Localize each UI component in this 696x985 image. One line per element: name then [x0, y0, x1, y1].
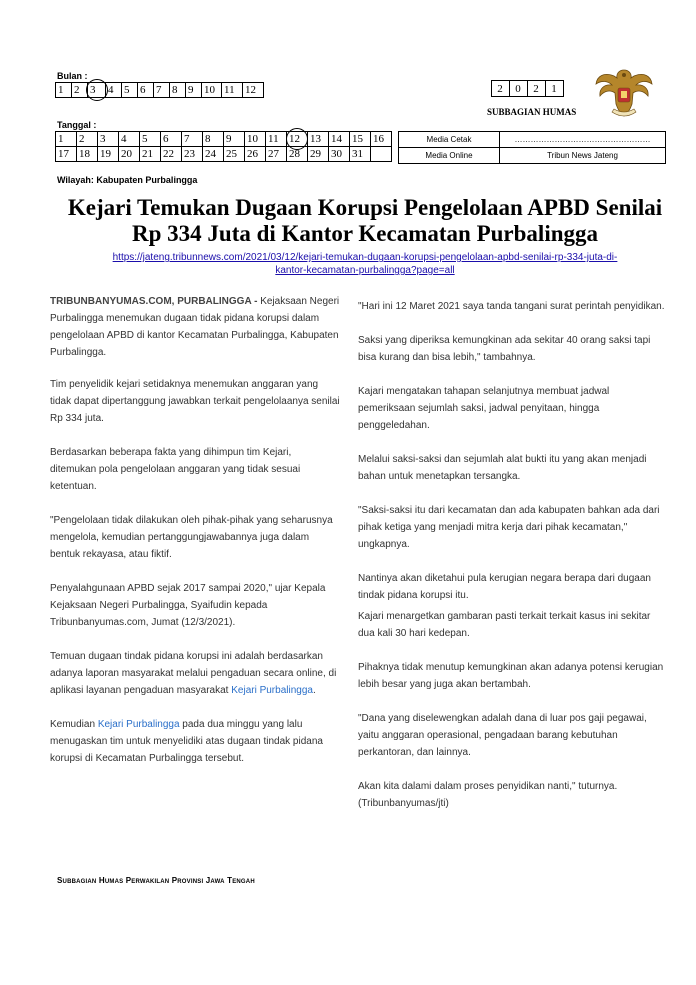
- title-line-1: Kejari Temukan Dugaan Korupsi Pengelolaan APBD Senilai: [67, 195, 663, 220]
- year-box: [491, 80, 564, 97]
- calendar-cell: 11: [222, 83, 243, 98]
- calendar-cell: 9: [224, 132, 245, 147]
- media-cetak-label: Media Cetak: [399, 132, 500, 148]
- calendar-cell: 11: [266, 132, 287, 147]
- tanggal-label: Tanggal :: [57, 120, 97, 130]
- calendar-cell: 1: [56, 132, 77, 147]
- article-title: [40, 195, 690, 247]
- calendar-cell: 31: [350, 147, 371, 162]
- url-line-1[interactable]: https://jateng.tribunnews.com/2021/03/12/kejari-temukan-dugaan-korupsi-pengelolaan-apbd-senilai-rp-334-juta-di-: [112, 252, 618, 263]
- calendar-cell: 6: [138, 83, 154, 98]
- calendar-cell: 10: [245, 132, 266, 147]
- calendar-cell: 6: [161, 132, 182, 147]
- org-label: SUBBAGIAN HUMAS: [487, 107, 577, 117]
- selection-circle: [286, 128, 308, 150]
- calendar-cell: 7: [182, 132, 203, 147]
- calendar-cell: 15: [350, 132, 371, 147]
- title-line-2: Rp 334 Juta di Kantor Kecamatan Purbalingga: [132, 221, 598, 246]
- paragraph: Pihaknya tidak menutup kemungkinan akan adanya potensi kerugian lebih besar yang juga akan bertambah.: [358, 662, 664, 690]
- calendar-cell: 12: [287, 132, 308, 147]
- media-table: [398, 131, 666, 164]
- kejari-link[interactable]: Kejari Purbalingga: [97, 719, 180, 730]
- calendar-cell: 14: [329, 132, 350, 147]
- calendar-cell: 9: [186, 83, 202, 98]
- kejari-link[interactable]: Kejari Purbalingga: [231, 685, 313, 696]
- media-cetak-value: ……………………………………………: [500, 132, 666, 148]
- calendar-cell: 30: [329, 147, 350, 162]
- paragraph: Kemudian Kejari Purbalingga pada dua minggu yang lalu menugaskan tim untuk menyelidiki atas dugaan tindak pidana korupsi di Kecamatan Purbalingga tersebut.: [50, 719, 323, 764]
- article-right-column: [358, 298, 668, 812]
- paragraph: Temuan dugaan tindak pidana korupsi ini adalah berdasarkan adanya laporan masyarakat melalui pengaduan secara online, di aplikasi layanan pengaduan masyarakat Kejari Purbalingga.: [50, 651, 337, 696]
- source-link[interactable]: [40, 251, 690, 277]
- year-digit: 2: [492, 81, 510, 97]
- calendar-cell: 18: [77, 147, 98, 162]
- paragraph: "Pengelolaan tidak dilakukan oleh pihak-pihak yang seharusnya mengelola, kemudian pertanggungjawabannya juga dalam bentuk rekayasa, atau fiktif.: [50, 515, 333, 560]
- calendar-cell: 16: [371, 132, 392, 147]
- calendar-cell: 8: [203, 132, 224, 147]
- paragraph: Penyalahgunaan APBD sejak 2017 sampai 2020," ujar Kepala Kejaksaan Negeri Purbalingga, Syaifudin kepada Tribunbanyumas.com, Jumat (12/3/2021).: [50, 583, 326, 628]
- calendar-cell: 26: [245, 147, 266, 162]
- footer-org: Subbagian Humas Perwakilan Provinsi Jawa Tengah: [57, 876, 255, 885]
- paragraph: "Dana yang diselewengkan adalah dana di luar pos gaji pegawai, yaitu anggaran operasional, pengadaan barang kebutuhan perkantoran, dan lainnya.: [358, 713, 647, 758]
- url-line-2[interactable]: kantor-kecamatan-purbalingga?page=all: [275, 265, 455, 276]
- year-digit: 1: [546, 81, 564, 97]
- article-left-column: [50, 293, 340, 767]
- paragraph: "Hari ini 12 Maret 2021 saya tanda tangani surat perintah penyidikan.: [358, 301, 665, 312]
- calendar-cell: 25: [224, 147, 245, 162]
- calendar-cell: 4: [119, 132, 140, 147]
- paragraph: "Saksi-saksi itu dari kecamatan dan ada kabupaten bahkan ada dari pihak ketiga yang menjadi mitra kerja dari pihak kecamatan," ungkapnya.: [358, 505, 660, 550]
- calendar-cell: 3: [88, 83, 106, 98]
- year-digit: 2: [528, 81, 546, 97]
- calendar-cell: 21: [140, 147, 161, 162]
- paragraph: Akan kita dalami dalam proses penyidikan nanti," tuturnya. (Tribunbanyumas/jti): [358, 781, 618, 809]
- calendar-cell: 28: [287, 147, 308, 162]
- paragraph: TRIBUNBANYUMAS.COM, PURBALINGGA - Kejaksaan Negeri Purbalingga menemukan dugaan tidak pidana korupsi dalam pengelolaan APBD di kantor Kecamatan Purbalingga, Kabupaten Purbalingga.: [50, 296, 340, 358]
- calendar-cell: 17: [56, 147, 77, 162]
- calendar-cell: 29: [308, 147, 329, 162]
- calendar-cell: 8: [170, 83, 186, 98]
- paragraph: Melalui saksi-saksi dan sejumlah alat bukti itu yang akan menjadi bahan untuk menetapkan tersangka.: [358, 454, 647, 482]
- dateline: TRIBUNBANYUMAS.COM, PURBALINGGA -: [50, 296, 261, 307]
- paragraph: Berdasarkan beberapa fakta yang dihimpun tim Kejari, ditemukan pola pengelolaan anggaran yang tidak sesuai ketentuan.: [50, 447, 301, 492]
- paragraph: Tim penyelidik kejari setidaknya menemukan anggaran yang tidak dapat dipertanggung jawabkan terkait pengelolaanya senilai Rp 334 juta.: [50, 379, 340, 424]
- calendar-cell: 4: [106, 83, 122, 98]
- year-digit: 0: [510, 81, 528, 97]
- calendar-cell: 3: [98, 132, 119, 147]
- paragraph: Kajari mengatakan tahapan selanjutnya membuat jadwal pemeriksaan sejumlah saksi, jadwal penyitaan, hingga penggeledahan.: [358, 386, 610, 431]
- calendar-cell: 24: [203, 147, 224, 162]
- calendar-cell: 10: [202, 83, 222, 98]
- paragraph: Nantinya akan diketahui pula kerugian negara berapa dari dugaan tindak pidana korupsi itu.: [358, 573, 651, 601]
- media-online-value: Tribun News Jateng: [500, 148, 666, 164]
- garuda-emblem-icon: [594, 62, 654, 122]
- calendar-cell: 2: [72, 83, 88, 98]
- calendar-cell: 20: [119, 147, 140, 162]
- calendar-cell: 13: [308, 132, 329, 147]
- paragraph: Saksi yang diperiksa kemungkinan ada sekitar 40 orang saksi tapi bisa kurang dan bisa lebih," tambahnya.: [358, 335, 651, 363]
- calendar-cell: 12: [243, 83, 264, 98]
- calendar-cell: 23: [182, 147, 203, 162]
- calendar-cell: [371, 147, 392, 162]
- media-online-label: Media Online: [399, 148, 500, 164]
- calendar-cell: 7: [154, 83, 170, 98]
- calendar-cell: 27: [266, 147, 287, 162]
- calendar-cell: 22: [161, 147, 182, 162]
- paragraph: Kajari menargetkan gambaran pasti terkait terkait kasus ini sekitar dua kali 30 hari kedepan.: [358, 611, 651, 639]
- bulan-label: Bulan :: [57, 71, 88, 81]
- calendar-cell: 19: [98, 147, 119, 162]
- calendar-cell: 1: [56, 83, 72, 98]
- calendar-cell: 5: [122, 83, 138, 98]
- selection-circle: [86, 79, 108, 101]
- day-table: [55, 131, 392, 162]
- wilayah-label: Wilayah: Kabupaten Purbalingga: [57, 175, 198, 185]
- calendar-cell: 2: [77, 132, 98, 147]
- calendar-cell: 5: [140, 132, 161, 147]
